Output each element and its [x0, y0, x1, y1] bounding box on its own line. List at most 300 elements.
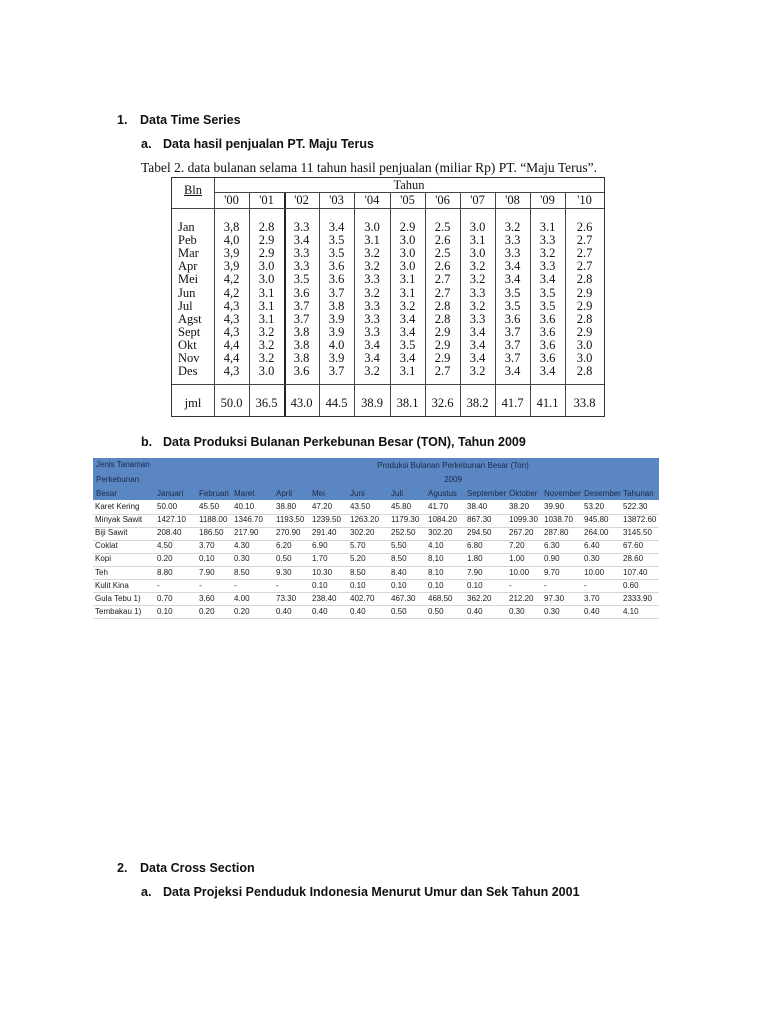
year-header: '10 [577, 193, 592, 207]
table-row [93, 514, 659, 528]
sales-value: 3.2 [258, 351, 275, 365]
production-value: 8.50 [391, 554, 407, 564]
production-value: 7.20 [509, 541, 525, 551]
sales-value: 3.0 [258, 259, 275, 274]
month-label: Agst [178, 311, 202, 326]
total-rule [172, 384, 604, 385]
production-value: 45.80 [391, 502, 412, 511]
sales-value: 4,2 [223, 285, 240, 300]
production-value: 8.10 [428, 567, 444, 577]
production-value: 45.50 [199, 502, 220, 511]
production-value: 0.10 [312, 580, 328, 590]
sales-value: 4,3 [223, 298, 240, 313]
production-value: 208.40 [157, 528, 182, 538]
month-header: Juni [350, 489, 365, 498]
year-header: '01 [259, 193, 274, 207]
sales-value: 4,4 [223, 337, 240, 352]
production-value: 217.90 [234, 528, 259, 538]
sales-value: 3.4 [399, 324, 416, 339]
year-header: '06 [435, 193, 450, 207]
sales-value: 3.5 [539, 285, 556, 300]
sales-value: 3.4 [504, 364, 521, 379]
sales-value: 3.0 [469, 220, 486, 234]
section-1b-heading [141, 435, 526, 449]
year-header: '00 [224, 193, 239, 207]
production-value: 0.30 [584, 554, 600, 564]
jml-value: 43.0 [290, 396, 313, 410]
sales-value: 3.6 [328, 272, 345, 287]
sales-value: 3.4 [328, 220, 345, 234]
month-label: Jun [178, 285, 196, 300]
column-divider [390, 192, 391, 416]
production-value: 4.00 [234, 593, 250, 603]
sales-value: 3,8 [223, 220, 240, 234]
crop-name: Coklat [95, 541, 118, 551]
section-2a-number: a. [141, 885, 152, 899]
sales-table [171, 177, 605, 417]
sales-value: 3.4 [293, 233, 310, 248]
production-value: 8.10 [428, 554, 444, 564]
production-value: - [276, 580, 279, 590]
sales-value: 3.0 [258, 364, 275, 379]
header-divider [214, 192, 604, 193]
column-divider [495, 192, 496, 416]
jml-value: 38.2 [466, 396, 489, 410]
table2-caption: Tabel 2. data bulanan selama 11 tahun hasil penjualan (miliar Rp) PT. “Maju Terus”. [141, 160, 597, 175]
production-value: 6.20 [276, 541, 292, 551]
sales-value: 3.3 [364, 311, 380, 326]
sales-value: 3.3 [293, 246, 310, 261]
production-value: 945.80 [584, 515, 609, 525]
production-value: 41.70 [428, 502, 449, 511]
production-value: 1038.70 [544, 515, 573, 525]
production-value: 0.40 [350, 606, 366, 616]
sales-value: 3.6 [293, 364, 310, 379]
production-value: 53.20 [584, 502, 605, 511]
sales-value: 4,4 [223, 351, 240, 365]
sales-value: 3.0 [364, 220, 380, 234]
sales-value: 3.2 [364, 285, 380, 300]
production-value: 4.30 [234, 541, 250, 551]
production-value: 3.70 [584, 593, 600, 603]
production-value: 10.00 [584, 567, 605, 577]
sales-value: 3.6 [539, 351, 556, 365]
sales-value: 3.8 [293, 351, 310, 365]
production-value: 5.70 [350, 541, 366, 551]
month-label: Jan [178, 220, 195, 234]
tahun-header: Tahun [393, 178, 425, 192]
sales-value: 2.7 [576, 233, 593, 248]
sales-value: 4,0 [223, 233, 240, 248]
column-divider [354, 192, 355, 416]
header-left-line-1: Jenis Tanaman [96, 460, 150, 469]
table-row [93, 527, 659, 541]
production-value: 6.40 [584, 541, 600, 551]
production-value: - [157, 580, 160, 590]
production-value: - [584, 580, 587, 590]
section-1a-heading [141, 137, 374, 151]
column-divider [530, 192, 531, 416]
sales-value: 3.2 [399, 298, 416, 313]
month-header: Tahunan [623, 489, 654, 498]
sales-value: 3.3 [469, 285, 486, 300]
sales-value: 3.0 [399, 259, 416, 274]
sales-value: 3.5 [504, 285, 521, 300]
sales-value: 3.9 [328, 311, 345, 326]
sales-value: 3.7 [504, 351, 521, 365]
production-value: 522.30 [623, 502, 648, 511]
production-value: 0.20 [157, 554, 173, 564]
sales-value: 3.8 [328, 298, 345, 313]
section-2-heading [117, 861, 255, 875]
year-header: '04 [364, 193, 380, 207]
header-title: Produksi Bulanan Perkebunan Besar (Ton) [377, 461, 529, 470]
month-header: Agustus [428, 489, 457, 498]
production-value: 1346.70 [234, 515, 263, 525]
production-value: 3.60 [199, 593, 215, 603]
production-value: 39.90 [544, 502, 565, 511]
month-header: April [276, 489, 293, 498]
sales-value: 3.1 [469, 233, 486, 248]
production-value: 0.40 [276, 606, 292, 616]
production-value: - [509, 580, 512, 590]
production-value: 0.30 [234, 554, 250, 564]
sales-value: 3.0 [576, 337, 593, 352]
sales-value: 3.4 [504, 272, 521, 287]
production-value: 8.50 [350, 567, 366, 577]
month-label: Peb [178, 233, 197, 248]
production-value: 287.80 [544, 528, 569, 538]
production-value: - [544, 580, 547, 590]
sales-value: 3.1 [258, 285, 275, 300]
production-value: 10.30 [312, 567, 333, 577]
sales-value: 3.3 [364, 298, 380, 313]
section-2-number: 2. [117, 861, 128, 875]
jml-value: 41.7 [501, 396, 524, 410]
section-1a-number: a. [141, 137, 152, 151]
production-value: 1.70 [312, 554, 328, 564]
sales-value: 2.9 [258, 246, 275, 261]
sales-value: 3.7 [328, 285, 345, 300]
sales-value: 3.3 [364, 324, 380, 339]
production-value: 67.60 [623, 541, 644, 551]
sales-value: 3.3 [469, 311, 486, 326]
production-value: 3.70 [199, 541, 215, 551]
production-value: 2333.90 [623, 593, 652, 603]
jml-value: 44.5 [325, 396, 348, 410]
sales-value: 3.4 [539, 272, 556, 287]
month-header: Maret [234, 489, 255, 498]
production-value: 1427.10 [157, 515, 186, 525]
production-value: 107.40 [623, 567, 648, 577]
production-value: 1179.30 [391, 515, 420, 525]
month-label: Mei [178, 272, 199, 287]
sales-value: 3.1 [258, 298, 275, 313]
sales-value: 2.7 [576, 246, 593, 261]
production-value: 0.10 [350, 580, 366, 590]
month-label: Mar [178, 246, 199, 261]
sales-value: 2.7 [434, 285, 451, 300]
production-value: 267.20 [509, 528, 534, 538]
production-value: 0.40 [467, 606, 483, 616]
sales-value: 3.3 [364, 272, 380, 287]
production-value: 0.70 [157, 593, 173, 603]
sales-value: 3.3 [539, 233, 556, 248]
production-value: 47.20 [312, 502, 333, 511]
sales-value: 2.9 [399, 220, 416, 234]
sales-value: 2.6 [434, 259, 451, 274]
sales-value: 3.1 [399, 364, 416, 379]
sales-value: 3.2 [469, 259, 486, 274]
year-header: '05 [400, 193, 415, 207]
sales-value: 3.4 [399, 311, 416, 326]
sales-value: 2.9 [258, 233, 275, 248]
production-value: 1.00 [509, 554, 525, 564]
production-value: 186.50 [199, 528, 224, 538]
sales-value: 2.5 [434, 220, 451, 234]
sales-value: 3.4 [364, 351, 380, 365]
jml-value: 38.1 [396, 396, 419, 410]
sales-value: 3.6 [293, 285, 310, 300]
sales-value: 3.2 [258, 337, 275, 352]
sales-value: 3.2 [504, 220, 521, 234]
month-header: September [467, 489, 507, 498]
sales-value: 3.4 [469, 351, 486, 365]
sales-value: 2.8 [434, 311, 451, 326]
sales-value: 3.5 [293, 272, 310, 287]
sales-value: 3.7 [504, 324, 521, 339]
sales-value: 3.5 [328, 246, 345, 261]
sales-value: 2.9 [576, 285, 593, 300]
sales-value: 3.5 [328, 233, 345, 248]
sales-value: 3.5 [399, 337, 416, 352]
sales-value: 3.4 [504, 259, 521, 274]
crop-name: Karet Kering [95, 502, 140, 511]
sales-value: 2.8 [576, 311, 593, 326]
sales-value: 3.0 [399, 233, 416, 248]
jml-label: jml [184, 396, 202, 410]
sales-value: 3.7 [293, 298, 310, 313]
sales-value: 3.2 [469, 364, 486, 379]
production-value: 6.30 [544, 541, 560, 551]
month-label: Apr [178, 259, 198, 274]
column-divider [284, 192, 286, 416]
production-value: 0.10 [199, 554, 215, 564]
sales-value: 3.7 [293, 311, 310, 326]
production-value: 867.30 [467, 515, 492, 525]
sales-value: 3.0 [258, 272, 275, 287]
sales-value: 3.7 [328, 364, 345, 379]
production-value: 4.50 [157, 541, 173, 551]
header-bottom-rule [172, 208, 604, 209]
section-1-heading [117, 113, 241, 127]
bln-header: Bln [183, 183, 203, 197]
production-value: 6.80 [467, 541, 483, 551]
column-divider [249, 192, 250, 416]
sales-value: 3.1 [258, 311, 275, 326]
crop-name: Teh [95, 567, 108, 577]
production-value: 252.50 [391, 528, 416, 538]
month-label: Jul [178, 298, 193, 313]
sales-value: 2.8 [434, 298, 451, 313]
production-value: 0.20 [234, 606, 250, 616]
sales-value: 3.1 [364, 233, 380, 248]
sales-value: 3.2 [469, 298, 486, 313]
production-value: 291.40 [312, 528, 337, 538]
year-header: '09 [540, 193, 555, 207]
sales-value: 3.6 [539, 337, 556, 352]
sales-value: 3.5 [539, 298, 556, 313]
production-value: 97.30 [544, 593, 565, 603]
sales-value: 2.9 [576, 324, 593, 339]
column-divider [319, 192, 320, 416]
year-header: '02 [294, 193, 309, 207]
production-value: 7.90 [467, 567, 483, 577]
header-left-line-3: Besar [96, 489, 117, 498]
section-2a-title: Data Projeksi Penduduk Indonesia Menurut Umur dan Sek Tahun 2001 [163, 885, 580, 899]
section-1-title: Data Time Series [140, 113, 241, 127]
production-value: 40.10 [234, 502, 255, 511]
section-1b-title: Data Produksi Bulanan Perkebunan Besar (TON), Tahun 2009 [163, 435, 526, 449]
table-row [93, 580, 659, 594]
production-table [93, 458, 659, 626]
production-value: - [199, 580, 202, 590]
production-value: 38.40 [467, 502, 488, 511]
production-value: 1263.20 [350, 515, 379, 525]
production-value: 38.20 [509, 502, 530, 511]
table-row [93, 553, 659, 567]
header-left-line-2: Perkebunan [96, 475, 140, 484]
sales-value: 3,9 [223, 246, 240, 261]
production-value: 0.50 [391, 606, 407, 616]
sales-value: 4,3 [223, 364, 240, 379]
production-value: 0.50 [276, 554, 292, 564]
sales-value: 3.6 [539, 311, 556, 326]
sales-value: 4.0 [328, 337, 345, 352]
production-value: 0.90 [544, 554, 560, 564]
production-value: 302.20 [428, 528, 453, 538]
sales-value: 3.4 [539, 364, 556, 379]
production-value: 270.90 [276, 528, 301, 538]
sales-value: 3.9 [328, 324, 345, 339]
production-value: 5.20 [350, 554, 366, 564]
month-label: Sept [178, 324, 201, 339]
production-value: 10.00 [509, 567, 530, 577]
production-value: 302.20 [350, 528, 375, 538]
table-row [93, 606, 659, 620]
production-value: 38.80 [276, 502, 297, 511]
sales-value: 3.6 [328, 259, 345, 274]
production-value: 4.10 [623, 606, 639, 616]
sales-value: 2.9 [576, 298, 593, 313]
crop-name: Gula Tebu 1) [95, 593, 141, 603]
month-header: November [544, 489, 581, 498]
year-header: '07 [470, 193, 485, 207]
sales-value: 3.3 [293, 259, 310, 274]
sales-value: 3.0 [399, 246, 416, 261]
jml-value: 33.8 [573, 396, 596, 410]
sales-value: 3.3 [504, 246, 521, 261]
production-table-header [93, 458, 659, 500]
production-value: 0.40 [584, 606, 600, 616]
production-value: 467.30 [391, 593, 416, 603]
sales-value: 4,3 [223, 311, 240, 326]
column-divider [425, 192, 426, 416]
production-value: 6.90 [312, 541, 328, 551]
jml-value: 41.1 [536, 396, 559, 410]
crop-name: Minyak Sawit [95, 515, 143, 525]
column-divider [565, 192, 566, 416]
production-value: 212.20 [509, 593, 534, 603]
production-value: 0.40 [312, 606, 328, 616]
production-value: 0.10 [157, 606, 173, 616]
section-2a-heading [141, 885, 580, 899]
sales-value: 2.8 [576, 364, 593, 379]
month-label: Des [178, 364, 198, 379]
sales-value: 2.8 [576, 272, 593, 287]
production-value: 4.10 [428, 541, 444, 551]
section-1b-number: b. [141, 435, 153, 449]
production-value: 1.80 [467, 554, 483, 564]
production-value: 73.30 [276, 593, 297, 603]
production-value: 1193.50 [276, 515, 305, 525]
sales-value: 3.4 [469, 324, 486, 339]
sales-value: 2.7 [434, 272, 451, 287]
month-header: Februari [199, 489, 229, 498]
sales-value: 3.1 [539, 220, 556, 234]
production-value: 0.50 [428, 606, 444, 616]
sales-value: 2.7 [576, 259, 593, 274]
table-row [93, 501, 659, 515]
production-value: 1099.30 [509, 515, 538, 525]
year-header: '08 [505, 193, 520, 207]
sales-value: 3.8 [293, 337, 310, 352]
sales-value: 2.6 [576, 220, 593, 234]
month-header: Mei [312, 489, 325, 498]
sales-value: 3.2 [364, 364, 380, 379]
month-header: Juli [391, 489, 404, 498]
production-value: 264.00 [584, 528, 609, 538]
column-divider [460, 192, 461, 416]
section-1a-title: Data hasil penjualan PT. Maju Terus [163, 137, 374, 151]
sales-value: 3.3 [504, 233, 521, 248]
sales-value: 3,9 [223, 259, 240, 274]
sales-value: 3.1 [399, 272, 416, 287]
jml-value: 38.9 [361, 396, 383, 410]
section-1-number: 1. [117, 113, 128, 127]
section-2-title: Data Cross Section [140, 861, 255, 875]
sales-value: 2.7 [434, 364, 451, 379]
production-value: 0.30 [509, 606, 525, 616]
production-value: 1188.00 [199, 515, 228, 525]
sales-value: 3.4 [399, 351, 416, 365]
month-label: Okt [178, 337, 197, 352]
jml-value: 36.5 [255, 396, 278, 410]
table-row [93, 540, 659, 554]
production-value: 0.60 [623, 580, 639, 590]
sales-value: 3.2 [469, 272, 486, 287]
production-value: 1239.50 [312, 515, 341, 525]
sales-value: 3.6 [539, 324, 556, 339]
table-row [93, 593, 659, 607]
column-divider [214, 178, 215, 416]
sales-value: 3.2 [539, 246, 556, 261]
sales-value: 3.9 [328, 351, 345, 365]
year-header: '03 [329, 193, 344, 207]
jml-value: 32.6 [431, 396, 454, 410]
table-row [93, 567, 659, 581]
production-value: 362.20 [467, 593, 492, 603]
